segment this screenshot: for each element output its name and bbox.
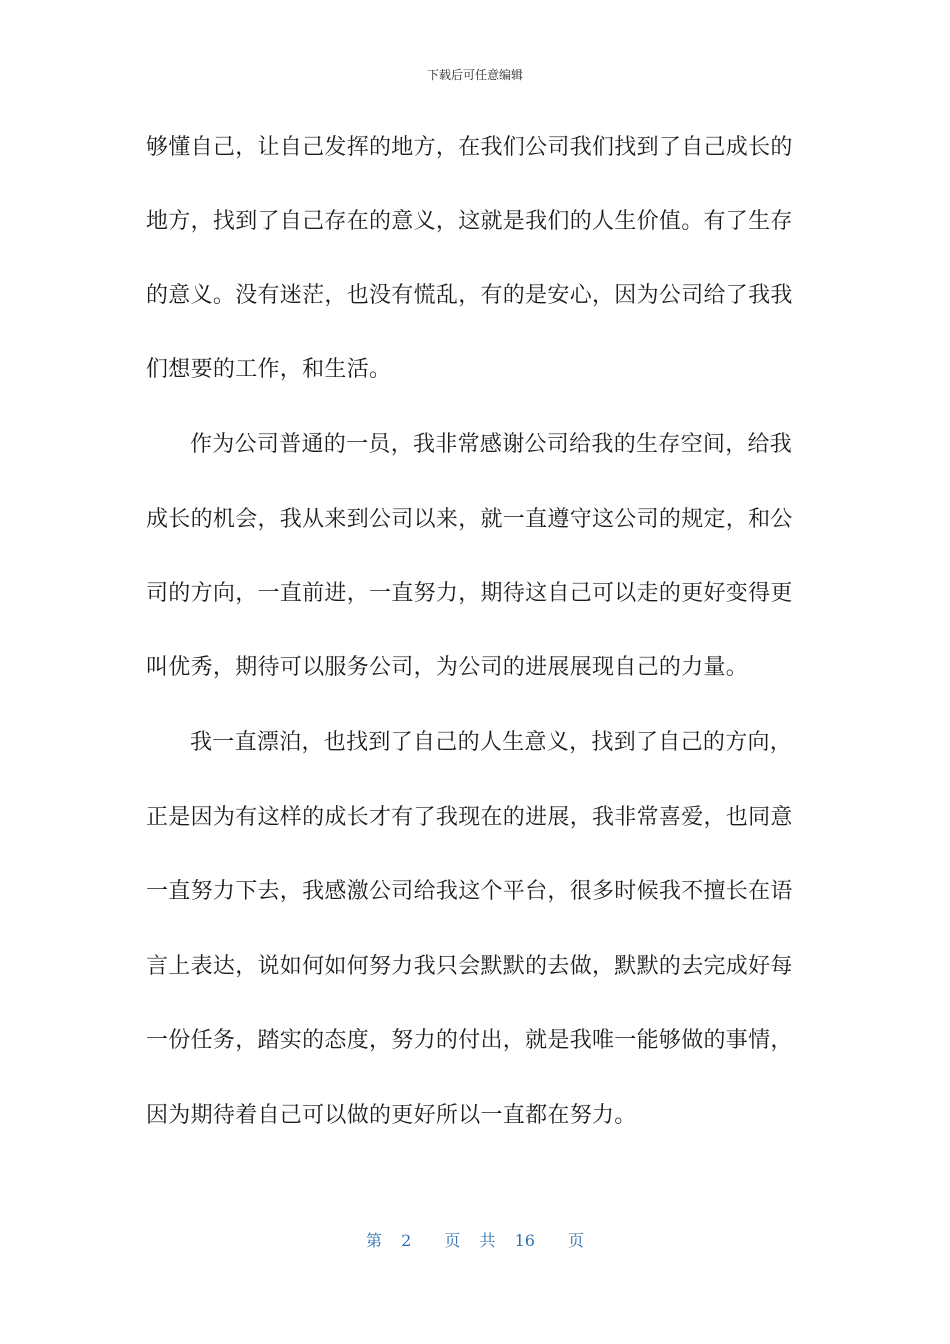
text-line: 我一直漂泊，也找到了自己的人生意义，找到了自己的方向，	[190, 730, 793, 755]
footer-page-word: 页	[444, 1231, 461, 1250]
text-line: 一份任务，踏实的态度，努力的付出，就是我唯一能够做的事情，	[146, 1028, 793, 1053]
footer-page-prefix: 第	[365, 1231, 382, 1250]
text-line: 们想要的工作，和生活。	[146, 357, 392, 382]
footer-page-number: 2	[401, 1231, 412, 1250]
text-line: 叫优秀，期待可以服务公司，为公司的进展展现自己的力量。	[146, 655, 749, 680]
text-line: 言上表达，说如何如何努力我只会默默的去做，默默的去完成好每	[146, 954, 793, 979]
text-line: 够懂自己，让自己发挥的地方，在我们公司我们找到了自己成长的	[146, 135, 793, 160]
text-line: 一直努力下去，我感激公司给我这个平台，很多时候我不擅长在语	[146, 879, 793, 904]
text-line: 因为期待着自己可以做的更好所以一直都在努力。	[146, 1103, 637, 1128]
footer-total-pages: 16	[514, 1231, 535, 1250]
text-line: 成长的机会，我从来到公司以来，就一直遵守这公司的规定，和公	[146, 507, 793, 532]
text-line: 作为公司普通的一员，我非常感谢公司给我的生存空间，给我	[190, 432, 793, 457]
text-line: 司的方向，一直前进，一直努力，期待这自己可以走的更好变得更	[146, 581, 793, 606]
text-line: 正是因为有这样的成长才有了我现在的进展，我非常喜爱，也同意	[146, 805, 793, 830]
text-line: 地方，找到了自己存在的意义，这就是我们的人生价值。有了生存	[146, 209, 793, 234]
page-footer	[0, 1228, 950, 1251]
text-line: 的意义。没有迷茫，也没有慌乱，有的是安心，因为公司给了我我	[146, 283, 793, 308]
page-header: 下载后可任意编辑	[426, 68, 523, 82]
footer-total-suffix: 页	[568, 1231, 585, 1250]
footer-total-prefix: 共	[479, 1231, 496, 1250]
